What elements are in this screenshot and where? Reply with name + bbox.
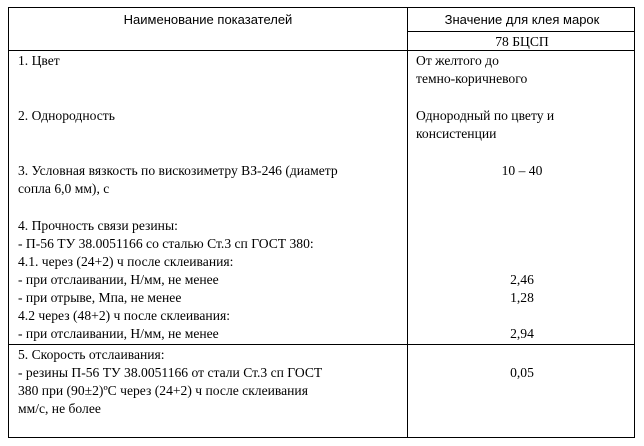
row-divider bbox=[9, 344, 634, 345]
row-name-strength-6: 4.2 через (48+2) ч после склеивания: bbox=[18, 308, 231, 323]
header-divider bbox=[9, 50, 634, 51]
row-value-strength-3: 2,94 bbox=[510, 326, 534, 341]
header-value: Значение для клея марок bbox=[444, 12, 600, 27]
row-name-peel-3: 380 при (90±2)ºС через (24+2) ч после склеивания bbox=[18, 383, 308, 398]
row-name-viscosity-2: сопла 6,0 мм), с bbox=[18, 181, 110, 196]
row-value-uniformity-2: консистенции bbox=[416, 126, 497, 141]
row-name-strength-7: - при отслаивании, Н/мм, не менее bbox=[18, 326, 219, 341]
header-indicators: Наименование показателей bbox=[123, 12, 293, 27]
row-name-peel-4: мм/с, не более bbox=[18, 401, 101, 416]
row-value-strength-1: 2,46 bbox=[510, 272, 534, 287]
header-inner-divider bbox=[408, 31, 634, 32]
row-name-peel-2: - резины П-56 ТУ 38.0051166 от стали Ст.3 сп ГОСТ bbox=[18, 365, 323, 380]
row-value-strength-2: 1,28 bbox=[510, 290, 534, 305]
row-name-color: 1. Цвет bbox=[18, 53, 60, 68]
row-value-color-1: От желтого до bbox=[416, 53, 499, 68]
row-value-color-2: темно-коричневого bbox=[416, 71, 528, 86]
row-name-uniformity: 2. Однородность bbox=[18, 108, 115, 123]
row-name-strength-1: 4. Прочность связи резины: bbox=[18, 218, 178, 233]
row-name-strength-5: - при отрыве, Мпа, не менее bbox=[18, 290, 182, 305]
row-name-strength-2: - П-56 ТУ 38.0051166 со сталью Ст.3 сп ГОСТ 380: bbox=[18, 236, 314, 251]
row-name-strength-4: - при отслаивании, Н/мм, не менее bbox=[18, 272, 219, 287]
row-name-viscosity-1: 3. Условная вязкость по вискозиметру ВЗ-246 (диаметр bbox=[18, 163, 338, 178]
row-value-viscosity: 10 – 40 bbox=[501, 163, 543, 178]
header-brand: 78 БЦСП bbox=[495, 34, 549, 49]
row-value-uniformity-1: Однородный по цвету и bbox=[416, 108, 555, 123]
properties-table bbox=[8, 7, 635, 438]
row-name-strength-3: 4.1. через (24+2) ч после склеивания: bbox=[18, 254, 234, 269]
row-name-peel-1: 5. Скорость отслаивания: bbox=[18, 347, 165, 362]
row-value-peel: 0,05 bbox=[510, 365, 534, 380]
